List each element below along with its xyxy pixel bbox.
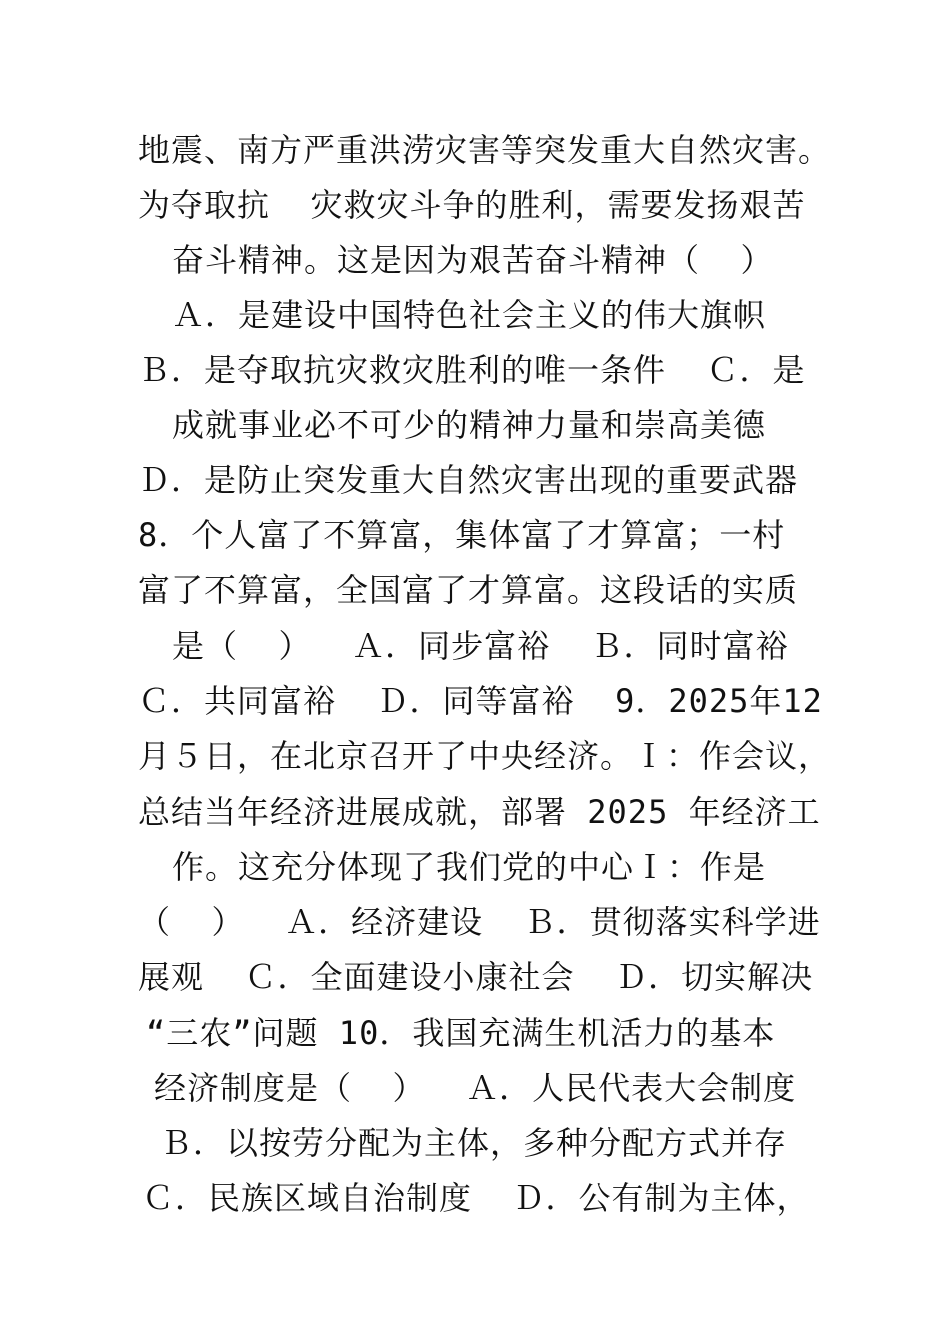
text-line-9: 富了不算富，全国富了才算富。这段话的实质: [138, 571, 799, 609]
text-line-20: Ｃ．民族区域自治制度 Ｄ．公有制为主体，: [142, 1179, 810, 1217]
text-line-18: 经济制度是（ ） Ａ．人民代表大会制度: [154, 1069, 797, 1107]
text-line-10: 是（ ） Ａ．同步富裕 Ｂ．同时富裕: [172, 627, 789, 665]
text-line-14: 作。这充分体现了我们党的中心Ｉ：作是: [172, 848, 767, 886]
text-line-4: Ａ．是建设中国特色社会主义的伟大旗帜: [172, 296, 767, 334]
text-line-5: Ｂ．是夺取抗灾救灾胜利的唯一条件 Ｃ．是: [138, 351, 806, 389]
text-line-15: （ ） Ａ．经济建设 Ｂ．贯彻落实科学进: [138, 903, 821, 941]
text-line-12: 月５日，在北京召开了中央经济。Ｉ：作会议，: [138, 737, 832, 775]
text-line-11: Ｃ．共同富裕 Ｄ．同等富裕 9．2025年12: [138, 682, 823, 720]
text-line-6: 成就事业必不可少的精神力量和崇高美德: [172, 406, 767, 444]
text-line-17: “三农”问题 10．我国充满生机活力的基本: [146, 1014, 776, 1052]
text-line-19: Ｂ．以按劳分配为主体，多种分配方式并存: [160, 1124, 788, 1162]
text-line-3: 奋斗精神。这是因为艰苦奋斗精神（ ）: [172, 241, 774, 279]
text-line-1: 地震、南方严重洪涝灾害等突发重大自然灾害。: [138, 131, 832, 169]
text-line-2: 为夺取抗 灾救灾斗争的胜利，需要发扬艰苦: [138, 186, 806, 224]
text-line-7: Ｄ．是防止突发重大自然灾害出现的重要武器: [138, 461, 799, 499]
text-line-13: 总结当年经济进展成就，部署 2025 年经济工: [138, 793, 821, 831]
text-line-8: 8．个人富了不算富，集体富了才算富；一村: [138, 516, 786, 554]
text-line-16: 展观 Ｃ．全面建设小康社会 Ｄ．切实解决: [138, 958, 814, 996]
